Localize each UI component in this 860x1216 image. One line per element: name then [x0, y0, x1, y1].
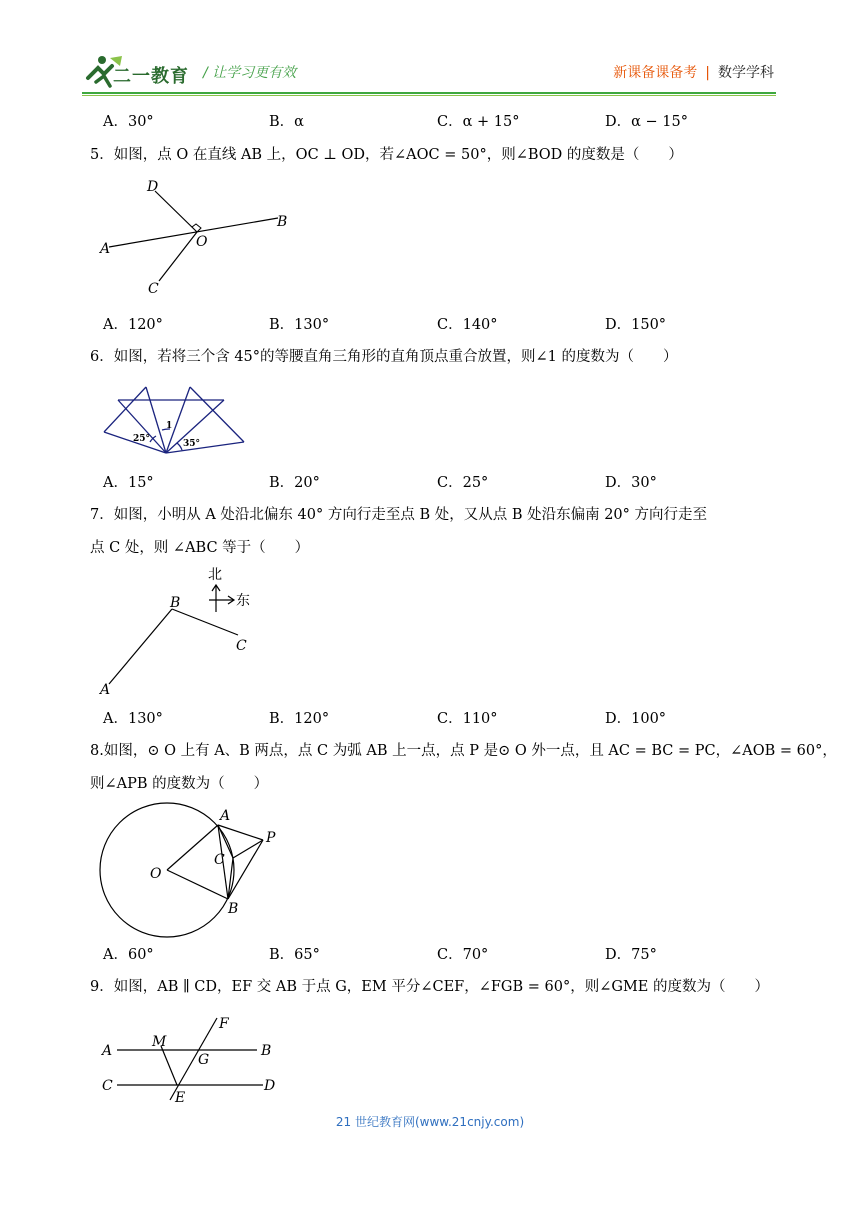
subject-label: 数学学科 [718, 65, 774, 81]
q5-option-a: A．120° [103, 317, 163, 333]
line-ef [170, 1018, 217, 1100]
compass-icon [209, 585, 234, 612]
q7-text-line1: 7．如图，小明从 A 处沿北偏东 40° 方向行走至点 B 处，又从点 B 处沿东偏南 20° 方向行走至 [90, 507, 707, 523]
label-b: B [277, 214, 288, 230]
q8-option-b: B．65° [269, 947, 320, 963]
label-c: C [214, 852, 225, 868]
q5-options [103, 313, 783, 335]
segment-bc [172, 609, 238, 635]
q8-option-c: C．70° [437, 947, 489, 963]
q8-options [103, 943, 783, 965]
label-o: O [150, 866, 162, 882]
q9-text: 9．如图，AB ∥ CD，EF 交 AB 于点 G，EM 平分∠CEF，∠FGB = 60°，则∠GME 的度数为（ ） [90, 979, 769, 995]
slogan: / 让学习更有效 [203, 65, 297, 81]
q6-options [103, 471, 783, 493]
label-a: A [220, 808, 231, 824]
q4-option-b: B．α [269, 114, 304, 130]
angle-35-label: 35° [183, 439, 201, 449]
q4-options [103, 110, 783, 132]
label-c: C [102, 1078, 113, 1094]
label-e: E [175, 1090, 186, 1106]
q4-option-d: D．α − 15° [605, 114, 688, 130]
q5-option-d: D．150° [605, 317, 667, 333]
label-o: O [196, 234, 208, 250]
label-c: C [148, 281, 159, 297]
q8-option-a: A．60° [103, 947, 154, 963]
segment-ab [109, 609, 172, 684]
segment-ap [218, 825, 263, 840]
q5-option-b: B．130° [269, 317, 330, 333]
angle-25-label: 25° [133, 434, 151, 444]
q6-option-d: D．30° [605, 475, 657, 491]
q5-figure [95, 175, 305, 300]
north-label: 北 [208, 567, 222, 583]
angle-1-label: 1 [166, 421, 173, 431]
label-d: D [147, 179, 159, 195]
angle-arc [177, 443, 182, 450]
east-label: 东 [236, 593, 250, 609]
q7-text-line2: 点 C 处，则 ∠ABC 等于（ ） [90, 540, 310, 556]
q8-figure [95, 800, 290, 940]
segment-bp [228, 840, 263, 899]
q7-options [103, 707, 783, 729]
line-ab [109, 218, 278, 247]
q6-option-b: B．20° [269, 475, 320, 491]
q6-figure [100, 378, 250, 458]
ray-oc [159, 232, 197, 281]
q6-option-a: A．15° [103, 475, 154, 491]
q6-option-c: C．25° [437, 475, 489, 491]
course-title: 新课备课备考 [613, 65, 698, 81]
label-b: B [170, 595, 181, 611]
segment-em [161, 1046, 177, 1085]
header-rule [82, 92, 776, 94]
q9-figure [95, 1010, 290, 1110]
label-g: G [198, 1052, 210, 1068]
label-a: A [100, 241, 111, 257]
logo-text: 二一教育 [113, 66, 189, 87]
q4-option-a: A．30° [103, 114, 154, 130]
q4-option-c: C．α + 15° [437, 114, 520, 130]
q7-option-c: C．110° [437, 711, 498, 727]
q7-option-a: A．130° [103, 711, 163, 727]
page-header [0, 0, 860, 100]
segment-pc [233, 840, 263, 858]
q7-figure [95, 562, 270, 700]
label-a: A [102, 1043, 113, 1059]
triangle-edge [104, 387, 146, 432]
header-right [613, 62, 774, 82]
q5-text: 5．如图，点 O 在直线 AB 上，OC ⊥ OD，若∠AOC = 50°，则∠BOD 的度数是（ ） [90, 147, 683, 163]
label-a: A [100, 682, 111, 698]
segment-ob [167, 870, 228, 899]
q8-text-line1: 8.如图，⊙ O 上有 A、B 两点，点 C 为弧 AB 上一点，点 P 是⊙ O 外一点，且 AC = BC = PC，∠AOB = 60°， [90, 743, 837, 759]
triangle-edge [190, 387, 244, 442]
header-rule-thin [82, 95, 776, 96]
page-footer: 21 世纪教育网(www.21cnjy.com) [335, 1115, 525, 1129]
segment-oa [167, 825, 218, 870]
q5-option-c: C．140° [437, 317, 498, 333]
q8-text-line2: 则∠APB 的度数为（ ） [90, 776, 269, 792]
q8-option-d: D．75° [605, 947, 657, 963]
q6-text: 6．如图，若将三个含 45°的等腰直角三角形的直角顶点重合放置，则∠1 的度数为（ ） [90, 349, 678, 365]
ray-od [155, 191, 197, 232]
label-d: D [264, 1078, 276, 1094]
label-c: C [236, 638, 247, 654]
q7-option-d: D．100° [605, 711, 667, 727]
q7-option-b: B．120° [269, 711, 330, 727]
header-separator: | [705, 65, 710, 81]
label-b: B [228, 901, 239, 917]
label-p: P [266, 830, 276, 846]
label-f: F [219, 1016, 229, 1032]
label-m: M [152, 1034, 167, 1050]
label-b: B [261, 1043, 272, 1059]
